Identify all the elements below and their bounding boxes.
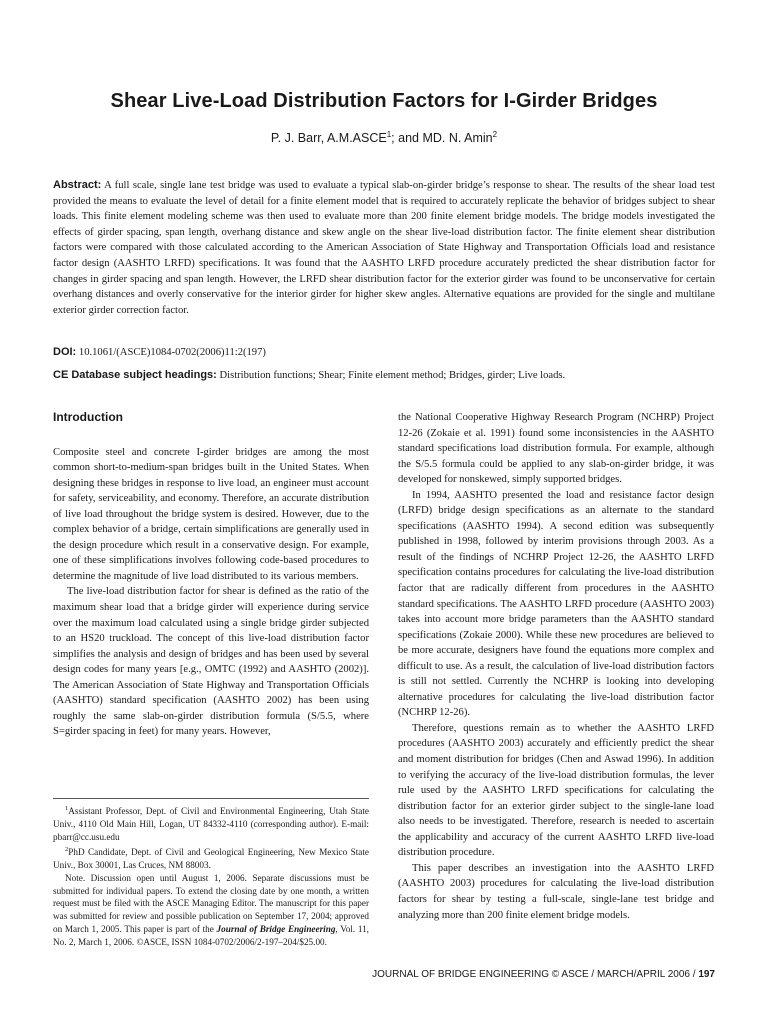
author-line — [0, 130, 768, 145]
abstract-text: A full scale, single lane test bridge was used to evaluate a typical slab-on-girder bridge’s response to shear. The results of the shear load test provided the means to evaluate the level of detail for a finite element model that is required to accurately replicate the behavior of bridges subject to shear loads. This finite element modeling scheme was then used to evaluate more than 200 finite element bridge models. The bridge models investigated the effects of girder spacing, span length, overhang distance and skew angle on the shear live-load distribution factor. The finite element shear distribution factors were compared with those calculated according to the American Association of State Highway and Transportation Officials load and resistance factor design (AASHTO LRFD) specifications. It was found that the AASHTO LRFD procedure accurately predicted the shear distribution factor for changes in girder spacing and span length. However, the LRFD shear distribution factor for the exterior girder was found to be unconservative for certain overhang distances and overly conservative for the interior girder for higher skew angles. Alternative equations are provided for the single and multilane exterior girder correction factor. — [53, 180, 715, 316]
footnote-1-mark: 1 — [65, 805, 69, 812]
note-text-end: , Vol. 11, No. 2, March 1, 2006. ©ASCE, ISSN 1084-0702/2006/2-197–204/$25.00. — [53, 924, 369, 948]
footnotes — [53, 798, 369, 949]
footer-journal: JOURNAL OF BRIDGE ENGINEERING © ASCE / MARCH/APRIL 2006 / — [372, 969, 699, 980]
intro-paragraph: In 1994, AASHTO presented the load and resistance factor design (LRFD) bridge design specifications as an alternate to the standard specifications (AASHTO 1994). A second edition was subsequently published in 1998, followed by interim provisions through 2003. As a result of the findings of NCHRP Project 12-26, the AASHTO LRFD specification contains procedures for calculating the live-load distribution factor that are radically different from procedures in the AASHTO standard specifications. The AASHTO LRFD procedure (AASHTO 2003) takes into account more bridge parameters than the AASHTO standard specifications (Zokaie 2000). While these new procedures are believed to be more accurate, designers have found the equations more complex and difficult to use. As a result, the calculation of live-load distribution factors is still not settled. Currently the NCHRP is looking into developing alternative procedures for calculating the live-load distribution factor (NCHRP 12-26). — [398, 489, 714, 719]
intro-paragraph: the National Cooperative Highway Research Program (NCHRP) Project 12-26 (Zokaie et al. 1991) found some inconsistencies in the AASHTO standard specifications load distribution formula. For example, although the S/5.5 formula could be applied to any slab-on-girder bridge, it was developed for nonskewed, simply supported bridges. — [398, 412, 714, 486]
intro-paragraph: This paper describes an investigation into the AASHTO LRFD (AASHTO 2003) procedures for calculating the live-load distribution factors for shear by testing a full-scale, single-lane test bridge and analyzing more than 200 finite element bridge models. — [398, 862, 714, 921]
doi-line — [53, 346, 715, 358]
footnote-2-mark: 2 — [65, 845, 69, 853]
note-text: Note. Discussion open until August 1, 2006. Separate discussions must be submitted for individual papers. To extend the closing date by one month, a written request must be filed with the ASCE Managing Editor. The manuscript for this paper was submitted for review and possible publication on September 17, 2004; approved on March 1, 2005. This paper is part of the — [53, 872, 369, 935]
author-2-affiliation-mark: 2 — [492, 130, 498, 139]
right-column — [398, 410, 714, 923]
footnote-2 — [53, 844, 369, 872]
intro-paragraph: Composite steel and concrete I-girder bridges are among the most common short-to-medium-span bridges built in the United States. When designing these bridges in response to live load, an engineer must account for safety, serviceability, and economy. Therefore, an accurate distribution of live load throughout the bridge system is desired. However, due to the complex behavior of a bridge, certain simplifications are generally used in the design procedure which result in a conservative design. For example, one of these simplifications involves following code-based procedures to determine the magnitude of live load distributed to its various members. — [53, 446, 369, 582]
abstract — [53, 178, 715, 318]
left-column — [53, 410, 369, 740]
page-footer — [372, 969, 715, 980]
footnote-2-text: PhD Candidate, Dept. of Civil and Geological Engineering, New Mexico State Univ., Box 30001, Las Cruces, NM 88003. — [53, 846, 369, 870]
author-1: P. J. Barr, A.M.ASCE — [270, 131, 387, 146]
author-1-affiliation-mark: 1 — [386, 130, 392, 139]
subject-headings-value: Distribution functions; Shear; Finite element method; Bridges, girder; Live loads. — [219, 370, 566, 381]
page-number: 197 — [698, 969, 715, 980]
abstract-label: Abstract: — [53, 179, 102, 191]
journal-name: Journal of Bridge Engineering — [216, 924, 336, 935]
footnote-1-text: Assistant Professor, Dept. of Civil and Environmental Engineering, Utah State Univ., 4110 Old Main Hill, Logan, UT 84332-4110 (corresponding author). E-mail: pbarr@cc.usu.edu — [53, 806, 369, 842]
subject-headings — [53, 369, 715, 381]
footnote-1 — [53, 803, 369, 844]
author-separator: ; and MD. N. Amin — [391, 131, 493, 146]
intro-paragraph: The live-load distribution factor for shear is defined as the ratio of the maximum shear load that a bridge girder will experience during service over the maximum load calculated using a single bridge girder subjected to an HS20 truckload. The concept of this live-load distribution factor simplifies the analysis and design of bridges and has been used by several design codes for many years [e.g., OMTC (1992) and AASHTO (2002)]. The American Association of State Highway and Transportation Officials (AASHTO) standard specification (AASHTO 2002) has been using roughly the same slab-on-girder distribution formula (S/5.5, where S=girder spacing in feet) for many years. However, — [53, 586, 369, 738]
section-heading-introduction: Introduction — [53, 410, 123, 424]
intro-paragraph: Therefore, questions remain as to whether the AASHTO LRFD procedures (AASHTO 2003) accurately and efficiently predict the shear and moment distribution for bridges (Chen and Aswad 1996). In addition to verifying the accuracy of the live-load distribution formulas, the lever rule used by the AASHTO LRFD specifications for calculating the distribution factor for an exterior girder subject to the single-lane load also needs to be investigated. Therefore, research is needed to ascertain the applicability and accuracy of the current AASHTO LRFD live-load distribution procedure. — [398, 722, 714, 859]
paper-title: Shear Live-Load Distribution Factors for I-Girder Bridges — [110, 90, 658, 112]
subject-headings-label: CE Database subject headings: — [53, 369, 217, 381]
footnote-note — [53, 872, 369, 949]
doi-value: 10.1061/(ASCE)1084-0702(2006)11:2(197) — [78, 347, 266, 358]
doi-label: DOI: — [53, 346, 77, 358]
